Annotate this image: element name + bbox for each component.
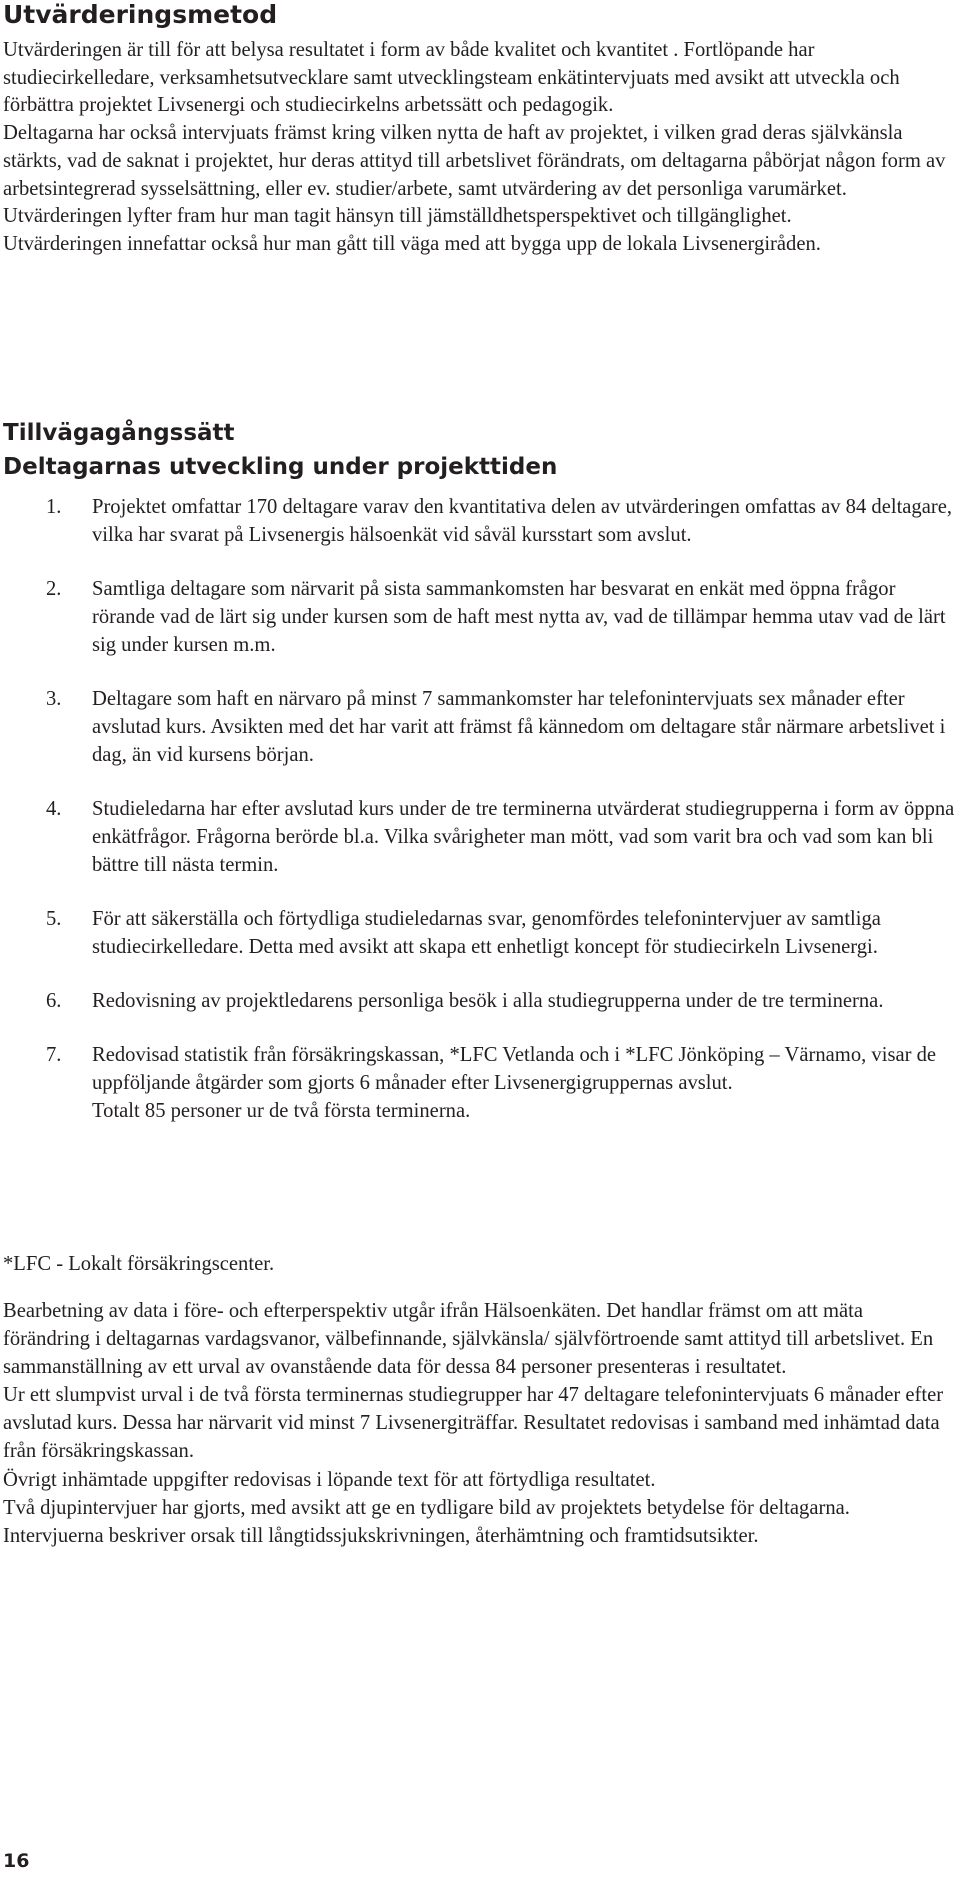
intro-paragraph: Utvärderingen är till för att belysa resultatet i form av både kvalitet och kvantitet . Fortlöpande har studiecirkelledare, verksamhetsutvecklare samt utvecklingsteam enkätintervjuats med avsikt att utveckla och förbättra projektet Livsenergi och studiecirkelns arbetssätt och pedagogik.	[3, 39, 900, 117]
outro-paragraph: Två djupintervjuer har gjorts, med avsikt att ge en tydligare bild av projektets betydelse för deltagarna. Intervjuerna beskriver orsak till långtidssjukskrivningen, återhämtning och framtidsutsikter.	[3, 1496, 850, 1547]
list-item	[3, 795, 955, 879]
list-item-number: 2.	[46, 578, 62, 600]
list-item-number: 3.	[46, 688, 62, 710]
list-item-number: 6.	[46, 990, 62, 1012]
list-item-text: Studieledarna har efter avslutad kurs under de tre terminerna utvärderat studiegrupperna i form av öppna enkätfrågor. Frågorna berörde bl.a. Vilka svårigheter man mött, vad som varit bra och vad som kan bli bättre till nästa termin.	[92, 798, 955, 876]
page-number: 16	[3, 1850, 30, 1872]
list-item-text: Samtliga deltagare som närvarit på sista sammankomsten har besvarat en enkät med öppna frågor rörande vad de lärt sig under kursen som de haft mest nytta av, vad de tillämpar hemma utav vad de lärt sig under kursen m.m.	[92, 578, 946, 656]
development-heading: Deltagarnas utveckling under projekttiden	[3, 454, 558, 480]
intro-paragraph: Deltagarna har också intervjuats främst kring vilken nytta de haft av projektet, i vilken grad deras självkänsla stärkts, vad de saknat i projektet, hur deras attityd till arbetslivet förändrats, om deltagarna påbörjat någon form av arbetsintegrerad sysselsättning, eller ev. studier/arbete, samt utvärdering av det personliga varumärket.	[3, 122, 946, 200]
list-item-text: Projektet omfattar 170 deltagare varav den kvantitativa delen av utvärderingen omfattas av 84 deltagare, vilka har svarat på Livsenergis hälsoenkät vid såväl kursstart som avslut.	[92, 496, 953, 546]
list-item	[3, 575, 955, 659]
method-heading: Tillvägagångssätt	[3, 420, 235, 446]
list-item	[3, 1041, 955, 1125]
list-item-number: 5.	[46, 908, 62, 930]
list-item	[3, 905, 955, 961]
steps-list	[3, 493, 955, 1151]
list-item-text: Deltagare som haft en närvaro på minst 7 sammankomster har telefonintervjuats sex månader efter avslutad kurs. Avsikten med det har varit att främst få kännedom om deltagare står närmare arbetslivet i dag, än vid kursens början.	[92, 688, 946, 766]
outro-paragraph: Ur ett slumpvist urval i de två första terminernas studiegrupper har 47 deltagare telefonintervjuats 6 månader efter avslutad kurs. Dessa har närvarit vid minst 7 Livsenergiträffar. Resultatet redovisas i samband med inhämtad data från försäkringskassan.	[3, 1384, 944, 1463]
intro-paragraph: Utvärderingen innefattar också hur man gått till väga med att bygga upp de lokala Livsenergiråden.	[3, 232, 821, 255]
intro-section	[3, 37, 955, 259]
list-item-note: Totalt 85 personer ur de två första terminerna.	[92, 1100, 471, 1122]
list-item	[3, 493, 955, 549]
outro-paragraph: Övrigt inhämtade uppgifter redovisas i löpande text för att förtydliga resultatet.	[3, 1468, 656, 1491]
list-item-text: Redovisning av projektledarens personliga besök i alla studiegrupperna under de tre terminerna.	[92, 990, 884, 1012]
outro-paragraph: Bearbetning av data i före- och efterperspektiv utgår ifrån Hälsoenkäten. Det handlar främst om att mäta förändring i deltagarnas vardagsvanor, välbefinnande, självkänsla/ självförtroende samt attityd till arbetslivet. En sammanställning av ett urval av ovanstående data för dessa 84 personer presenteras i resultatet.	[3, 1300, 934, 1379]
list-item	[3, 685, 955, 769]
outro-section	[3, 1297, 955, 1550]
list-item-number: 7.	[46, 1044, 62, 1066]
page-title: Utvärderingsmetod	[3, 0, 278, 29]
footnote: *LFC - Lokalt försäkringscenter.	[3, 1253, 275, 1275]
list-item-number: 1.	[46, 496, 62, 518]
list-item-text: Redovisad statistik från försäkringskassan, *LFC Vetlanda och i *LFC Jönköping – Värnamo, visar de uppföljande åtgärder som gjorts 6 månader efter Livsenergigruppernas avslut.	[92, 1044, 937, 1094]
list-item-number: 4.	[46, 798, 62, 820]
list-item	[3, 987, 955, 1015]
intro-paragraph: Utvärderingen lyfter fram hur man tagit hänsyn till jämställdhetsperspektivet och tillgänglighet.	[3, 205, 792, 228]
list-item-text: För att säkerställa och förtydliga studieledarnas svar, genomfördes telefonintervjuer av samtliga studiecirkelledare. Detta med avsikt att skapa ett enhetligt koncept för studiecirkeln Livsenergi.	[92, 908, 881, 958]
